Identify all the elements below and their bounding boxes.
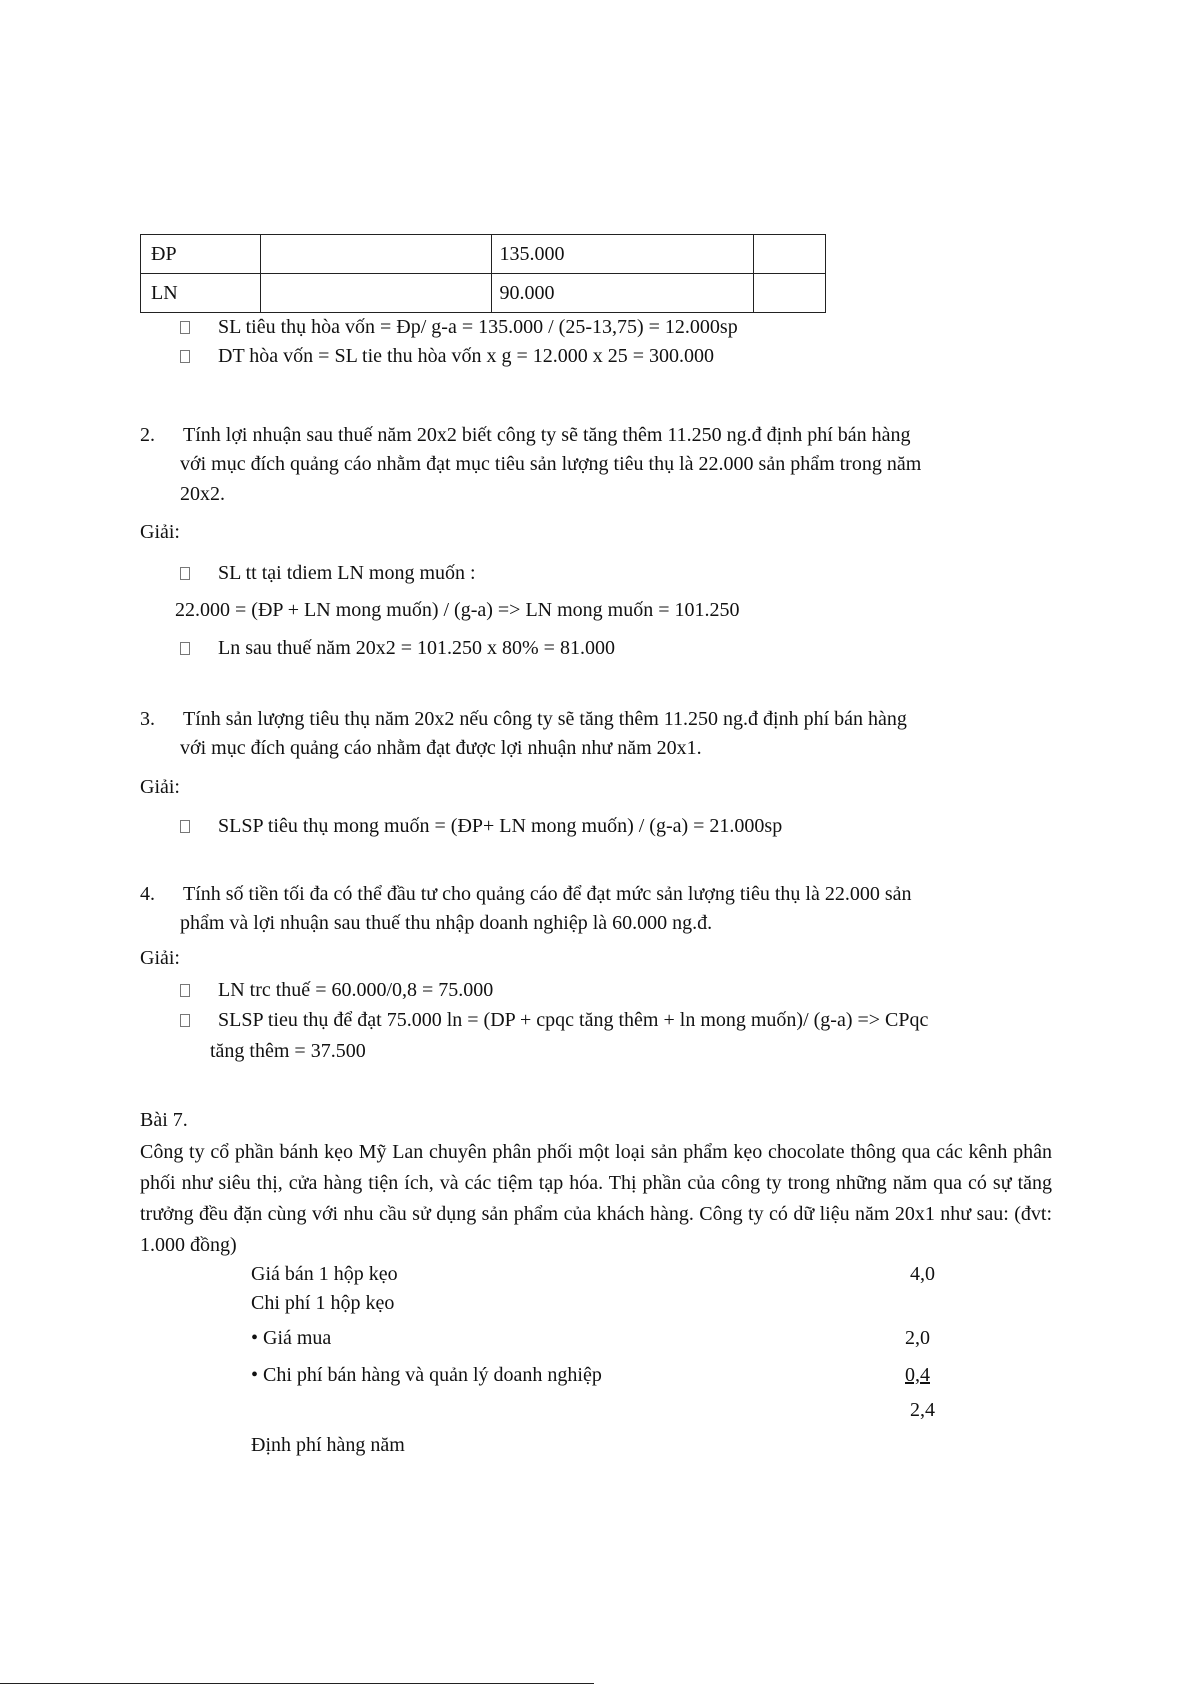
bullet-box-icon (180, 567, 190, 580)
table-row (141, 274, 826, 313)
question-line: Tính sản lượng tiêu thụ năm 20x2 nếu công ty sẽ tăng thêm 11.250 ng.đ định phí bán hàng (183, 708, 907, 730)
question-number: 4. (140, 883, 155, 905)
bullet-text: Ln sau thuế năm 20x2 = 101.250 x 80% = 81.000 (218, 637, 615, 659)
bullet-box-icon (180, 984, 190, 997)
item-total: 2,4 (910, 1399, 935, 1421)
section-paragraph: Công ty cổ phần bánh kẹo Mỹ Lan chuyên phân phối một loại sản phẩm kẹo chocolate thông qua các kênh phân phối như siêu thị, cửa hàng tiện ích, và các tiệm tạp hóa. Thị phần của công ty trong những năm qua có sự tăng trưởng đều đặn cùng với nhu cầu sử dụng sản phẩm của khách hàng. Công ty có dữ liệu năm 20x1 như sau: (đvt: 1.000 đồng) (140, 1141, 1052, 1256)
question-number: 3. (140, 708, 155, 730)
bullet-box-icon (180, 321, 190, 334)
item-label: • Giá mua (251, 1327, 332, 1349)
question-line: Tính số tiền tối đa có thể đầu tư cho quảng cáo để đạt mức sản lượng tiêu thụ là 22.000 sản (183, 883, 912, 905)
table-cell-empty (754, 274, 826, 313)
item-value: 4,0 (910, 1263, 935, 1285)
table-cell-label: LN (141, 274, 261, 313)
bullet-box-icon (180, 820, 190, 833)
footnote-divider (0, 1683, 594, 1684)
solution-label: Giải: (140, 521, 180, 543)
table-cell-value: 90.000 (491, 274, 754, 313)
solution-label: Giải: (140, 776, 180, 798)
section-title: Bài 7. (140, 1109, 188, 1131)
solution-label: Giải: (140, 947, 180, 969)
bullet-text: SLSP tieu thụ để đạt 75.000 ln = (DP + cpqc tăng thêm + ln mong muốn)/ (g-a) => CPqc (218, 1009, 929, 1031)
table-row (141, 235, 826, 274)
item-label: Giá bán 1 hộp kẹo (251, 1263, 398, 1285)
table-cell-value: 135.000 (491, 235, 754, 274)
item-label: • Chi phí bán hàng và quản lý doanh nghiệp (251, 1364, 602, 1386)
item-label: Chi phí 1 hộp kẹo (251, 1292, 395, 1314)
table-cell-empty (754, 235, 826, 274)
bullet-box-icon (180, 350, 190, 363)
table-cell-label: ĐP (141, 235, 261, 274)
bullet-text: SL tt tại tdiem LN mong muốn : (218, 562, 476, 584)
bullet-text-continuation: tăng thêm = 37.500 (210, 1040, 366, 1062)
question-line: với mục đích quảng cáo nhằm đạt được lợi nhuận như năm 20x1. (180, 737, 702, 759)
table-cell-empty (260, 274, 491, 313)
bullet-text: LN trc thuế = 60.000/0,8 = 75.000 (218, 979, 494, 1001)
table-cell-empty (260, 235, 491, 274)
question-line: phẩm và lợi nhuận sau thuế thu nhập doanh nghiệp là 60.000 ng.đ. (180, 912, 713, 934)
question-number: 2. (140, 424, 155, 446)
bullet-box-icon (180, 642, 190, 655)
question-line: 20x2. (180, 483, 225, 505)
cost-table (140, 234, 826, 313)
item-value: 2,0 (905, 1327, 930, 1349)
bullet-text: DT hòa vốn = SL tie thu hòa vốn x g = 12.000 x 25 = 300.000 (218, 345, 715, 367)
formula-line: 22.000 = (ĐP + LN mong muốn) / (g-a) => LN mong muốn = 101.250 (175, 599, 740, 621)
bullet-box-icon (180, 1014, 190, 1027)
bullet-text: SL tiêu thụ hòa vốn = Đp/ g-a = 135.000 / (25-13,75) = 12.000sp (218, 316, 738, 338)
item-label: Định phí hàng năm (251, 1434, 405, 1456)
question-line: với mục đích quảng cáo nhằm đạt mục tiêu sản lượng tiêu thụ là 22.000 sản phẩm trong năm (180, 453, 922, 475)
bullet-text: SLSP tiêu thụ mong muốn = (ĐP+ LN mong muốn) / (g-a) = 21.000sp (218, 815, 783, 837)
item-value: 0,4 (905, 1364, 930, 1386)
question-line: Tính lợi nhuận sau thuế năm 20x2 biết công ty sẽ tăng thêm 11.250 ng.đ định phí bán hàng (183, 424, 911, 446)
